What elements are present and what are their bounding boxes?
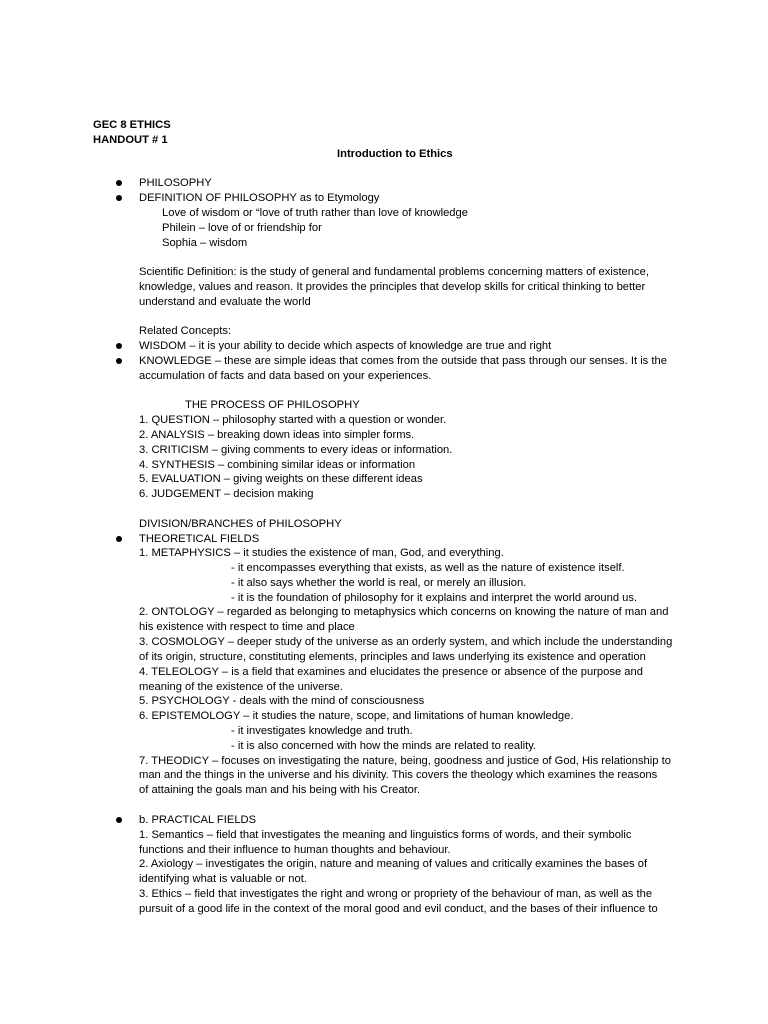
branch-ethics: 3. Ethics – field that investigates the right and wrong or propriety of the behaviour of man, as well as the — [139, 888, 653, 900]
branch-axiology: 2. Axiology – investigates the origin, nature and meaning of values and critically examines the bases of — [139, 858, 648, 870]
scientific-definition: knowledge, values and reason. It provides the principles that develop skills for critical thinking to better — [139, 281, 646, 293]
process-step: 5. EVALUATION – giving weights on these different ideas — [139, 473, 423, 485]
list-item-knowledge: KNOWLEDGE – these are simple ideas that comes from the outside that pass through our senses. It is the — [139, 355, 667, 367]
handout-number: HANDOUT # 1 — [93, 134, 168, 146]
branch-ontology: 2. ONTOLOGY – regarded as belonging to metaphysics which concerns on knowing the nature of man and — [139, 606, 669, 618]
bullet-icon — [116, 536, 122, 542]
branch-metaphysics: 1. METAPHYSICS – it studies the existence of man, God, and everything. — [139, 547, 504, 559]
bullet-icon — [116, 180, 122, 186]
metaphysics-detail: - it encompasses everything that exists, as well as the nature of existence itself. — [231, 562, 625, 574]
course-code: GEC 8 ETHICS — [93, 119, 171, 131]
etymology-line: Love of wisdom or “love of truth rather than love of knowledge — [162, 207, 468, 219]
list-item-knowledge: accumulation of facts and data based on your experiences. — [139, 370, 432, 382]
related-concepts-heading: Related Concepts: — [139, 325, 232, 337]
list-item-philosophy: PHILOSOPHY — [139, 177, 212, 189]
practical-fields-heading: b. PRACTICAL FIELDS — [139, 814, 257, 826]
process-step: 6. JUDGEMENT – decision making — [139, 488, 314, 500]
list-item-definition: DEFINITION OF PHILOSOPHY as to Etymology — [139, 192, 380, 204]
process-step: 1. QUESTION – philosophy started with a question or wonder. — [139, 414, 447, 426]
branch-epistemology: 6. EPISTEMOLOGY – it studies the nature, scope, and limitations of human knowledge. — [139, 710, 574, 722]
epistemology-detail: - it investigates knowledge and truth. — [231, 725, 413, 737]
metaphysics-detail: - it also says whether the world is real, or merely an illusion. — [231, 577, 527, 589]
branch-ethics: pursuit of a good life in the context of the moral good and evil conduct, and the bases of their influence to — [139, 903, 658, 915]
process-step: 2. ANALYSIS – breaking down ideas into simpler forms. — [139, 429, 415, 441]
process-step: 3. CRITICISM – giving comments to every ideas or information. — [139, 444, 453, 456]
process-step: 4. SYNTHESIS – combining similar ideas or information — [139, 459, 416, 471]
etymology-line: Philein – love of or friendship for — [162, 222, 322, 234]
epistemology-detail: - it is also concerned with how the minds are related to reality. — [231, 740, 537, 752]
list-item-wisdom: WISDOM – it is your ability to decide which aspects of knowledge are true and right — [139, 340, 552, 352]
bullet-icon — [116, 358, 122, 364]
branch-cosmology: 3. COSMOLOGY – deeper study of the universe as an orderly system, and which include the understanding — [139, 636, 673, 648]
bullet-icon — [116, 343, 122, 349]
branch-teleology: 4. TELEOLOGY – is a field that examines and elucidates the presence or absence of the purpose and — [139, 666, 643, 678]
branch-axiology: identifying what is valuable or not. — [139, 873, 307, 885]
division-heading: DIVISION/BRANCHES of PHILOSOPHY — [139, 518, 342, 530]
process-heading: THE PROCESS OF PHILOSOPHY — [185, 399, 360, 411]
branch-theodicy: 7. THEODICY – focuses on investigating the nature, being, goodness and justice of God, His relationship to — [139, 755, 671, 767]
branch-ontology: his existence with respect to time and place — [139, 621, 355, 633]
branch-theodicy: of attaining the goals man and his being with his Creator. — [139, 784, 421, 796]
branch-cosmology: of its origin, structure, constituting elements, principles and laws underlying its existence and operation — [139, 651, 646, 663]
theoretical-fields-heading: THEORETICAL FIELDS — [139, 533, 260, 545]
branch-theodicy: man and the things in the universe and his divinity. This covers the theology which examines the reasons — [139, 769, 658, 781]
etymology-line: Sophia – wisdom — [162, 237, 248, 249]
document-title: Introduction to Ethics — [337, 148, 453, 160]
branch-semantics: 1. Semantics – field that investigates the meaning and linguistics forms of words, and their symbolic — [139, 829, 632, 841]
scientific-definition: Scientific Definition: is the study of general and fundamental problems concerning matters of existence, — [139, 266, 649, 278]
branch-semantics: functions and their influence to human thoughts and behaviour. — [139, 844, 451, 856]
scientific-definition: understand and evaluate the world — [139, 296, 311, 308]
branch-psychology: 5. PSYCHOLOGY - deals with the mind of consciousness — [139, 695, 425, 707]
bullet-icon — [116, 195, 122, 201]
bullet-icon — [116, 817, 122, 823]
branch-teleology: meaning of the existence of the universe. — [139, 681, 343, 693]
metaphysics-detail: - it is the foundation of philosophy for it explains and interpret the world around us. — [231, 592, 638, 604]
